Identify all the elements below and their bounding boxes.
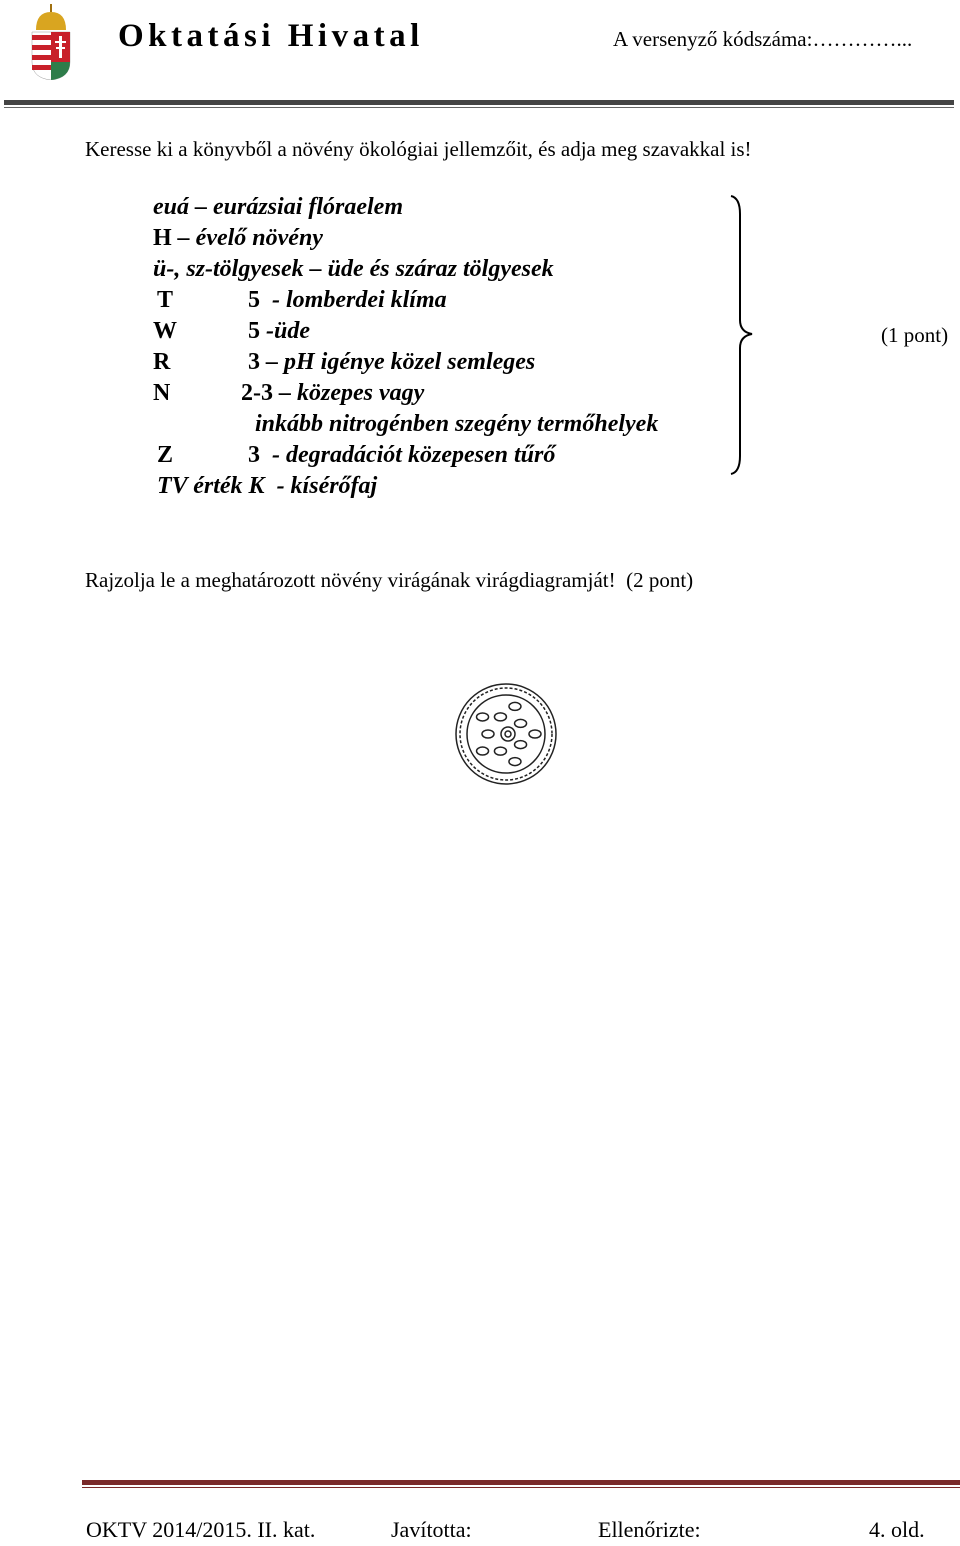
diagram-organ-mark bbox=[509, 758, 521, 766]
answer-line: H – évelő növény bbox=[153, 225, 323, 251]
answer-line-t: T bbox=[157, 287, 174, 313]
question-1-text: Keresse ki a könyvből a növény ökológiai jellemzőit, és adja meg szavakkal is! bbox=[85, 137, 752, 161]
answer-line: ü-, sz-tölgyesek – üde és száraz tölgyesek bbox=[153, 256, 554, 282]
footer-checked-by: Javította: bbox=[391, 1517, 472, 1542]
answer-line-r: R bbox=[153, 349, 171, 375]
answer-value: 3 – pH igénye közel semleges bbox=[248, 349, 536, 375]
diagram-organ-mark bbox=[477, 713, 489, 721]
question-1-points: (1 pont) bbox=[881, 323, 949, 347]
diagram-organ-mark bbox=[515, 719, 527, 727]
curly-brace bbox=[728, 194, 758, 476]
diagram-organ-mark bbox=[515, 741, 527, 749]
diagram-organ-mark bbox=[529, 730, 541, 738]
contestant-code-label: A versenyző kódszáma:…………... bbox=[613, 27, 913, 51]
flower-diagram-drawing bbox=[450, 680, 560, 792]
answer-line-continuation: inkább nitrogénben szegény termőhelyek bbox=[255, 411, 659, 437]
footer-verified-by: Ellenőrizte: bbox=[598, 1517, 701, 1542]
footer-competition: OKTV 2014/2015. II. kat. bbox=[86, 1517, 316, 1542]
answer-value: 3 - degradációt közepesen tűrő bbox=[248, 442, 556, 468]
question-2-text: Rajzolja le a meghatározott növény virágának virágdiagramját! (2 pont) bbox=[85, 568, 694, 592]
answer-line: euá – eurázsiai flóraelem bbox=[153, 194, 403, 220]
answer-value: 5 - lomberdei klíma bbox=[248, 287, 447, 313]
answer-line-z: Z bbox=[157, 442, 174, 468]
footer-page-number: 4. old. bbox=[869, 1517, 925, 1542]
answer-value: 5 -üde bbox=[248, 318, 310, 344]
diagram-organ-mark bbox=[509, 702, 521, 710]
header-rule bbox=[4, 100, 954, 105]
diagram-organ-mark bbox=[482, 730, 494, 738]
footer-rule-thin bbox=[82, 1487, 960, 1488]
coat-of-arms-logo bbox=[28, 4, 74, 80]
diagram-organ-mark bbox=[477, 747, 489, 755]
answer-value: 2-3 – közepes vagy bbox=[241, 380, 425, 406]
diagram-organ-mark bbox=[494, 713, 506, 721]
footer-rule bbox=[82, 1480, 960, 1485]
diagram-organ-mark bbox=[494, 747, 506, 755]
answer-line: TV érték K - kísérőfaj bbox=[157, 473, 378, 499]
answer-line-n: N bbox=[153, 380, 171, 406]
answer-line-w: W bbox=[153, 318, 177, 344]
organization-title: Oktatási Hivatal bbox=[118, 18, 424, 54]
header-rule-thin bbox=[4, 107, 954, 108]
